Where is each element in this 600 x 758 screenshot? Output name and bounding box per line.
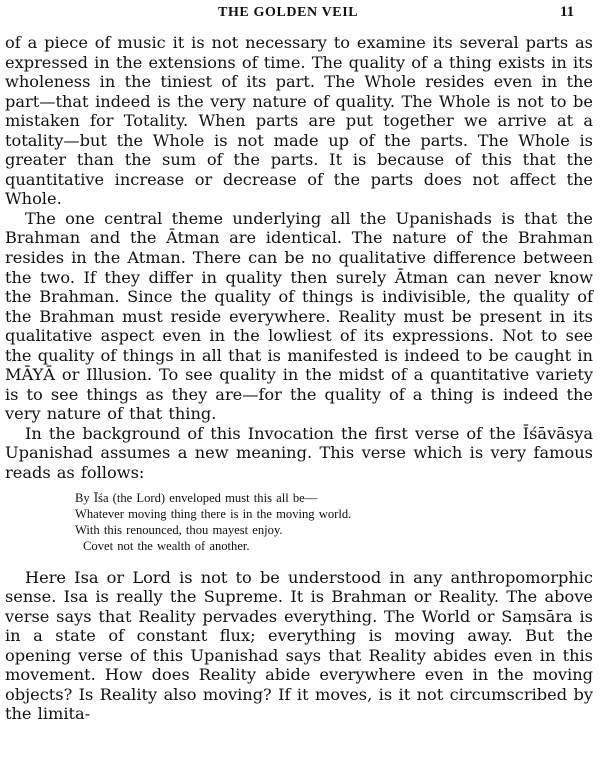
verse-line: Whatever moving thing there is in the moving world. [75, 506, 352, 521]
paragraph-invocation: In the background of this Invocation the first verse of the Īśāvāsya Upanishad assumes a new meaning. This verse which is very famous reads as follows: [5, 423, 593, 483]
paragraph-brahman-atman: The one central theme underlying all the Upanishads is that the Brahman and the Ātman are identical. The nature of the Brahman resides in the Atman. There can be no qualitative difference between the two. If they differ in quality then surely Ātman can never know the Brahman. Since the quality of things is indivisible, the quality of the Brahman must reside everywhere. Reality must be present in its qualitative aspect even in the lowliest of its expressions. Not to see the quality of things in all that is manifested is indeed to be caught in MĀYĀ or Illusion. To see quality in the midst of a quantitative variety is to see things as they are—for the quality of a thing is indeed the very nature of that thing. [5, 208, 593, 424]
page-number: 11 [560, 4, 575, 20]
verse-line: With this renounced, thou mayest enjoy. [75, 522, 283, 537]
verse-quote [75, 490, 593, 554]
paragraph-continuation: of a piece of music it is not necessary to examine its several parts as expressed in the extensions of time. The quality of a thing exists in its wholeness in the tiniest of its part. The Whole resides even in the part—that indeed is the very nature of quality. The Whole is not to be mistaken for Totality. When parts are put together we arrive at a totality—but the Whole is not made up of the parts. The Whole is greater than the sum of the parts. It is because of this that the quantitative increase or decrease of the parts does not affect the Whole. [5, 33, 593, 209]
paragraph-isa-lord: Here Isa or Lord is not to be understood in any anthropomorphic sense. Isa is really the Supreme. It is Brahman or Reality. The above verse says that Reality pervades everything. The World or Saṃsāra is in a state of constant flux; everything is moving away. But the opening verse of this Upanishad says that Reality abides even in this movement. How does Reality abide everywhere even in the moving objects? Is Reality also moving? If it moves, is it not circumscribed by the limita- [5, 567, 593, 724]
verse-line: Covet not the wealth of another. [83, 538, 250, 553]
verse-line: By Īśa (the Lord) enveloped must this all be— [75, 490, 318, 505]
running-head: THE GOLDEN VEIL [218, 5, 359, 20]
page-header [0, 0, 600, 26]
body-text [5, 33, 593, 724]
